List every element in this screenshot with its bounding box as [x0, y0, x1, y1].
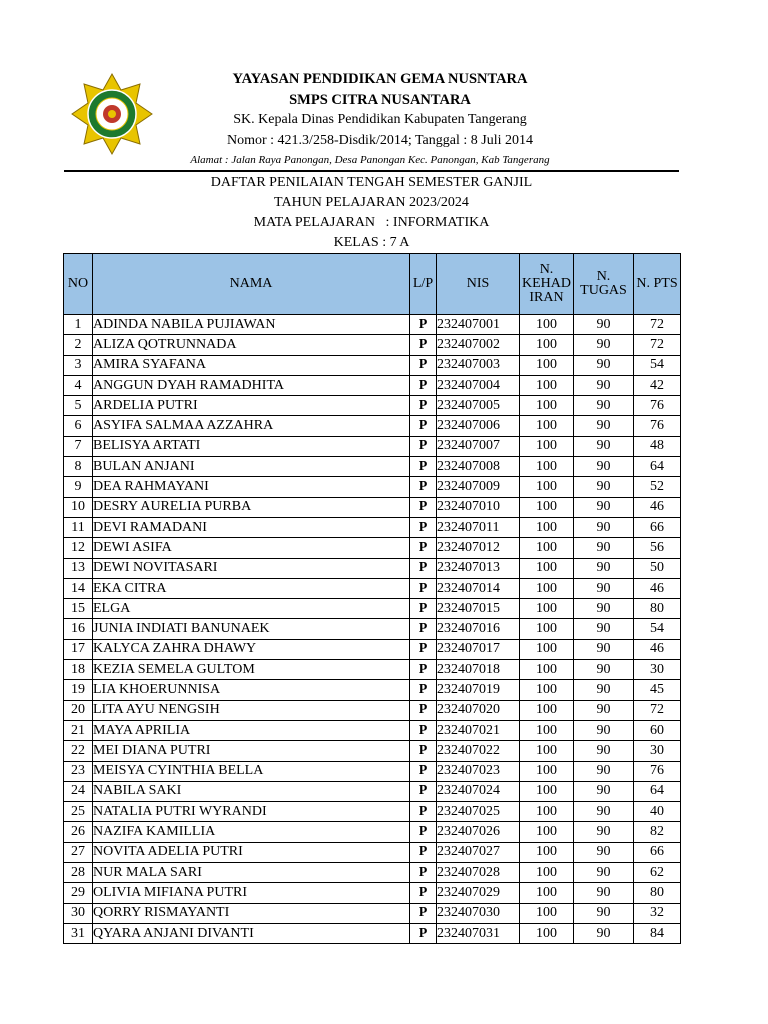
cell-pts: 54: [634, 619, 681, 639]
table-row: [64, 842, 681, 862]
table-row: [64, 923, 681, 943]
cell-pts: 46: [634, 639, 681, 659]
cell-nama: DEWI ASIFA: [93, 538, 410, 558]
cell-nama: NOVITA ADELIA PUTRI: [93, 842, 410, 862]
cell-nama: ELGA: [93, 599, 410, 619]
cell-kehadiran: 100: [520, 457, 574, 477]
cell-nama: ALIZA QOTRUNNADA: [93, 335, 410, 355]
cell-kehadiran: 100: [520, 639, 574, 659]
table-row: [64, 578, 681, 598]
grades-table: [63, 253, 681, 944]
cell-pts: 76: [634, 416, 681, 436]
cell-nis: 232407025: [437, 802, 520, 822]
cell-no: 18: [64, 660, 93, 680]
cell-tugas: 90: [574, 781, 634, 801]
table-row: [64, 315, 681, 335]
cell-pts: 42: [634, 375, 681, 395]
cell-nama: ASYIFA SALMAA AZZAHRA: [93, 416, 410, 436]
cell-kehadiran: 100: [520, 700, 574, 720]
cell-lp: P: [410, 781, 437, 801]
table-row: [64, 680, 681, 700]
cell-no: 2: [64, 335, 93, 355]
cell-kehadiran: 100: [520, 660, 574, 680]
cell-lp: P: [410, 741, 437, 761]
cell-kehadiran: 100: [520, 416, 574, 436]
cell-nis: 232407014: [437, 578, 520, 598]
cell-pts: 46: [634, 497, 681, 517]
cell-tugas: 90: [574, 538, 634, 558]
cell-nis: 232407002: [437, 335, 520, 355]
cell-no: 16: [64, 619, 93, 639]
cell-no: 7: [64, 436, 93, 456]
cell-nis: 232407019: [437, 680, 520, 700]
table-body: [64, 315, 681, 944]
cell-no: 9: [64, 477, 93, 497]
table-row: [64, 781, 681, 801]
cell-nis: 232407018: [437, 660, 520, 680]
cell-tugas: 90: [574, 558, 634, 578]
cell-lp: P: [410, 558, 437, 578]
cell-lp: P: [410, 822, 437, 842]
cell-tugas: 90: [574, 802, 634, 822]
table-row: [64, 416, 681, 436]
cell-tugas: 90: [574, 720, 634, 740]
table-row: [64, 619, 681, 639]
school-logo: [70, 72, 154, 156]
cell-nama: KEZIA SEMELA GULTOM: [93, 660, 410, 680]
cell-lp: P: [410, 802, 437, 822]
cell-no: 28: [64, 863, 93, 883]
cell-nama: ADINDA NABILA PUJIAWAN: [93, 315, 410, 335]
table-row: [64, 700, 681, 720]
cell-no: 1: [64, 315, 93, 335]
cell-no: 14: [64, 578, 93, 598]
cell-nama: QYARA ANJANI DIVANTI: [93, 923, 410, 943]
cell-lp: P: [410, 700, 437, 720]
cell-tugas: 90: [574, 315, 634, 335]
cell-nis: 232407007: [437, 436, 520, 456]
cell-tugas: 90: [574, 741, 634, 761]
academic-year: TAHUN PELAJARAN 2023/2024: [274, 195, 469, 210]
cell-no: 19: [64, 680, 93, 700]
table-row: [64, 599, 681, 619]
decree-number: Nomor : 421.3/258-Disdik/2014; Tanggal : 8 Juli 2014: [227, 133, 533, 148]
cell-no: 6: [64, 416, 93, 436]
cell-tugas: 90: [574, 335, 634, 355]
cell-kehadiran: 100: [520, 822, 574, 842]
table-row: [64, 375, 681, 395]
cell-kehadiran: 100: [520, 923, 574, 943]
cell-pts: 64: [634, 781, 681, 801]
table-row: [64, 883, 681, 903]
cell-nama: MEISYA CYINTHIA BELLA: [93, 761, 410, 781]
cell-tugas: 90: [574, 497, 634, 517]
cell-no: 8: [64, 457, 93, 477]
school-address: Alamat : Jalan Raya Panongan, Desa Panongan Kec. Panongan, Kab Tangerang: [190, 154, 550, 166]
cell-kehadiran: 100: [520, 375, 574, 395]
cell-lp: P: [410, 477, 437, 497]
cell-no: 23: [64, 761, 93, 781]
cell-nama: LITA AYU NENGSIH: [93, 700, 410, 720]
cell-nama: MEI DIANA PUTRI: [93, 741, 410, 761]
cell-kehadiran: 100: [520, 517, 574, 537]
cell-kehadiran: 100: [520, 335, 574, 355]
cell-pts: 72: [634, 335, 681, 355]
cell-pts: 64: [634, 457, 681, 477]
class-line: KELAS : 7 A: [333, 235, 410, 250]
cell-tugas: 90: [574, 355, 634, 375]
cell-tugas: 90: [574, 416, 634, 436]
cell-lp: P: [410, 436, 437, 456]
cell-kehadiran: 100: [520, 720, 574, 740]
cell-no: 10: [64, 497, 93, 517]
cell-tugas: 90: [574, 761, 634, 781]
table-row: [64, 660, 681, 680]
cell-nama: DEWI NOVITASARI: [93, 558, 410, 578]
cell-lp: P: [410, 842, 437, 862]
column-header-nama: NAMA: [93, 254, 410, 315]
cell-nis: 232407030: [437, 903, 520, 923]
cell-kehadiran: 100: [520, 680, 574, 700]
cell-nis: 232407026: [437, 822, 520, 842]
cell-pts: 76: [634, 761, 681, 781]
cell-no: 29: [64, 883, 93, 903]
cell-kehadiran: 100: [520, 741, 574, 761]
cell-lp: P: [410, 355, 437, 375]
cell-no: 31: [64, 923, 93, 943]
cell-kehadiran: 100: [520, 883, 574, 903]
cell-nama: DEVI RAMADANI: [93, 517, 410, 537]
cell-nama: MAYA APRILIA: [93, 720, 410, 740]
table-row: [64, 720, 681, 740]
cell-pts: 50: [634, 558, 681, 578]
cell-nama: ARDELIA PUTRI: [93, 396, 410, 416]
cell-nama: NUR MALA SARI: [93, 863, 410, 883]
cell-nama: KALYCA ZAHRA DHAWY: [93, 639, 410, 659]
cell-lp: P: [410, 538, 437, 558]
cell-kehadiran: 100: [520, 477, 574, 497]
cell-nis: 232407010: [437, 497, 520, 517]
table-row: [64, 863, 681, 883]
cell-nama: JUNIA INDIATI BANUNAEK: [93, 619, 410, 639]
cell-nama: EKA CITRA: [93, 578, 410, 598]
cell-lp: P: [410, 315, 437, 335]
cell-lp: P: [410, 883, 437, 903]
subject-line: MATA PELAJARAN : INFORMATIKA: [253, 215, 490, 230]
cell-kehadiran: 100: [520, 903, 574, 923]
table-row: [64, 396, 681, 416]
cell-tugas: 90: [574, 619, 634, 639]
cell-pts: 66: [634, 517, 681, 537]
table-row: [64, 436, 681, 456]
cell-pts: 60: [634, 720, 681, 740]
cell-tugas: 90: [574, 660, 634, 680]
document-title: DAFTAR PENILAIAN TENGAH SEMESTER GANJIL: [210, 175, 533, 190]
cell-tugas: 90: [574, 517, 634, 537]
cell-pts: 80: [634, 599, 681, 619]
cell-tugas: 90: [574, 883, 634, 903]
cell-lp: P: [410, 457, 437, 477]
cell-lp: P: [410, 680, 437, 700]
cell-nis: 232407028: [437, 863, 520, 883]
decree-line: SK. Kepala Dinas Pendidikan Kabupaten Tangerang: [233, 112, 527, 127]
column-header-kehadiran: N. KEHAD IRAN: [520, 254, 574, 315]
cell-no: 11: [64, 517, 93, 537]
cell-no: 12: [64, 538, 93, 558]
cell-tugas: 90: [574, 436, 634, 456]
cell-nis: 232407009: [437, 477, 520, 497]
cell-no: 20: [64, 700, 93, 720]
cell-nis: 232407013: [437, 558, 520, 578]
cell-tugas: 90: [574, 700, 634, 720]
table-row: [64, 822, 681, 842]
cell-pts: 76: [634, 396, 681, 416]
cell-pts: 32: [634, 903, 681, 923]
cell-nama: NAZIFA KAMILLIA: [93, 822, 410, 842]
cell-lp: P: [410, 517, 437, 537]
cell-tugas: 90: [574, 396, 634, 416]
cell-nis: 232407027: [437, 842, 520, 862]
cell-pts: 46: [634, 578, 681, 598]
cell-no: 25: [64, 802, 93, 822]
cell-nis: 232407023: [437, 761, 520, 781]
cell-kehadiran: 100: [520, 315, 574, 335]
cell-lp: P: [410, 639, 437, 659]
column-header-nis: NIS: [437, 254, 520, 315]
table-row: [64, 497, 681, 517]
cell-nama: BULAN ANJANI: [93, 457, 410, 477]
cell-kehadiran: 100: [520, 558, 574, 578]
cell-lp: P: [410, 660, 437, 680]
cell-nis: 232407005: [437, 396, 520, 416]
cell-lp: P: [410, 903, 437, 923]
cell-pts: 66: [634, 842, 681, 862]
cell-nis: 232407004: [437, 375, 520, 395]
table-row: [64, 761, 681, 781]
cell-lp: P: [410, 720, 437, 740]
cell-nama: QORRY RISMAYANTI: [93, 903, 410, 923]
cell-pts: 30: [634, 660, 681, 680]
cell-no: 26: [64, 822, 93, 842]
cell-nis: 232407016: [437, 619, 520, 639]
table-row: [64, 903, 681, 923]
cell-nis: 232407011: [437, 517, 520, 537]
cell-no: 30: [64, 903, 93, 923]
cell-kehadiran: 100: [520, 538, 574, 558]
cell-nama: LIA KHOERUNNISA: [93, 680, 410, 700]
cell-nis: 232407001: [437, 315, 520, 335]
cell-kehadiran: 100: [520, 781, 574, 801]
cell-no: 4: [64, 375, 93, 395]
cell-no: 21: [64, 720, 93, 740]
table-row: [64, 538, 681, 558]
cell-pts: 62: [634, 863, 681, 883]
cell-nama: AMIRA SYAFANA: [93, 355, 410, 375]
cell-nama: DEA RAHMAYANI: [93, 477, 410, 497]
cell-nama: OLIVIA MIFIANA PUTRI: [93, 883, 410, 903]
column-header-pts: N. PTS: [634, 254, 681, 315]
cell-nis: 232407024: [437, 781, 520, 801]
table-row: [64, 558, 681, 578]
cell-pts: 52: [634, 477, 681, 497]
table-row: [64, 457, 681, 477]
column-header-tugas: N. TUGAS: [574, 254, 634, 315]
cell-nis: 232407015: [437, 599, 520, 619]
column-header-lp: L/P: [410, 254, 437, 315]
cell-nama: NATALIA PUTRI WYRANDI: [93, 802, 410, 822]
cell-nis: 232407029: [437, 883, 520, 903]
cell-kehadiran: 100: [520, 842, 574, 862]
cell-nis: 232407008: [437, 457, 520, 477]
cell-lp: P: [410, 923, 437, 943]
cell-kehadiran: 100: [520, 863, 574, 883]
column-header-no: NO: [64, 254, 93, 315]
cell-lp: P: [410, 761, 437, 781]
cell-lp: P: [410, 863, 437, 883]
cell-pts: 72: [634, 700, 681, 720]
logo-star-emblem: [72, 74, 152, 154]
cell-kehadiran: 100: [520, 436, 574, 456]
cell-nis: 232407012: [437, 538, 520, 558]
cell-tugas: 90: [574, 599, 634, 619]
cell-tugas: 90: [574, 457, 634, 477]
table-row: [64, 335, 681, 355]
cell-no: 17: [64, 639, 93, 659]
cell-nis: 232407006: [437, 416, 520, 436]
school-name: SMPS CITRA NUSANTARA: [289, 92, 471, 108]
cell-no: 3: [64, 355, 93, 375]
cell-pts: 54: [634, 355, 681, 375]
cell-nis: 232407020: [437, 700, 520, 720]
cell-no: 5: [64, 396, 93, 416]
header-divider: [64, 170, 679, 172]
cell-tugas: 90: [574, 863, 634, 883]
cell-lp: P: [410, 375, 437, 395]
cell-tugas: 90: [574, 375, 634, 395]
cell-tugas: 90: [574, 923, 634, 943]
cell-tugas: 90: [574, 578, 634, 598]
cell-lp: P: [410, 599, 437, 619]
cell-nama: NABILA SAKI: [93, 781, 410, 801]
cell-no: 22: [64, 741, 93, 761]
cell-tugas: 90: [574, 903, 634, 923]
cell-nama: BELISYA ARTATI: [93, 436, 410, 456]
cell-pts: 72: [634, 315, 681, 335]
cell-pts: 45: [634, 680, 681, 700]
cell-lp: P: [410, 578, 437, 598]
cell-nama: ANGGUN DYAH RAMADHITA: [93, 375, 410, 395]
cell-pts: 40: [634, 802, 681, 822]
cell-kehadiran: 100: [520, 619, 574, 639]
cell-pts: 56: [634, 538, 681, 558]
table-row: [64, 802, 681, 822]
cell-kehadiran: 100: [520, 761, 574, 781]
cell-lp: P: [410, 396, 437, 416]
table-row: [64, 477, 681, 497]
cell-pts: 84: [634, 923, 681, 943]
cell-tugas: 90: [574, 842, 634, 862]
cell-lp: P: [410, 497, 437, 517]
cell-lp: P: [410, 619, 437, 639]
cell-tugas: 90: [574, 822, 634, 842]
cell-no: 13: [64, 558, 93, 578]
cell-no: 27: [64, 842, 93, 862]
cell-pts: 80: [634, 883, 681, 903]
cell-nis: 232407017: [437, 639, 520, 659]
table-row: [64, 355, 681, 375]
cell-no: 15: [64, 599, 93, 619]
cell-lp: P: [410, 416, 437, 436]
cell-pts: 82: [634, 822, 681, 842]
cell-kehadiran: 100: [520, 497, 574, 517]
foundation-name: YAYASAN PENDIDIKAN GEMA NUSNTARA: [232, 71, 528, 87]
cell-nis: 232407003: [437, 355, 520, 375]
cell-lp: P: [410, 335, 437, 355]
cell-tugas: 90: [574, 639, 634, 659]
cell-nis: 232407022: [437, 741, 520, 761]
table-row: [64, 517, 681, 537]
table-row: [64, 741, 681, 761]
cell-kehadiran: 100: [520, 578, 574, 598]
table-row: [64, 639, 681, 659]
cell-nis: 232407031: [437, 923, 520, 943]
cell-pts: 48: [634, 436, 681, 456]
cell-kehadiran: 100: [520, 396, 574, 416]
cell-no: 24: [64, 781, 93, 801]
cell-tugas: 90: [574, 680, 634, 700]
cell-pts: 30: [634, 741, 681, 761]
cell-kehadiran: 100: [520, 802, 574, 822]
cell-nama: DESRY AURELIA PURBA: [93, 497, 410, 517]
cell-nis: 232407021: [437, 720, 520, 740]
table-header-row: [64, 254, 681, 315]
cell-kehadiran: 100: [520, 599, 574, 619]
cell-tugas: 90: [574, 477, 634, 497]
cell-kehadiran: 100: [520, 355, 574, 375]
